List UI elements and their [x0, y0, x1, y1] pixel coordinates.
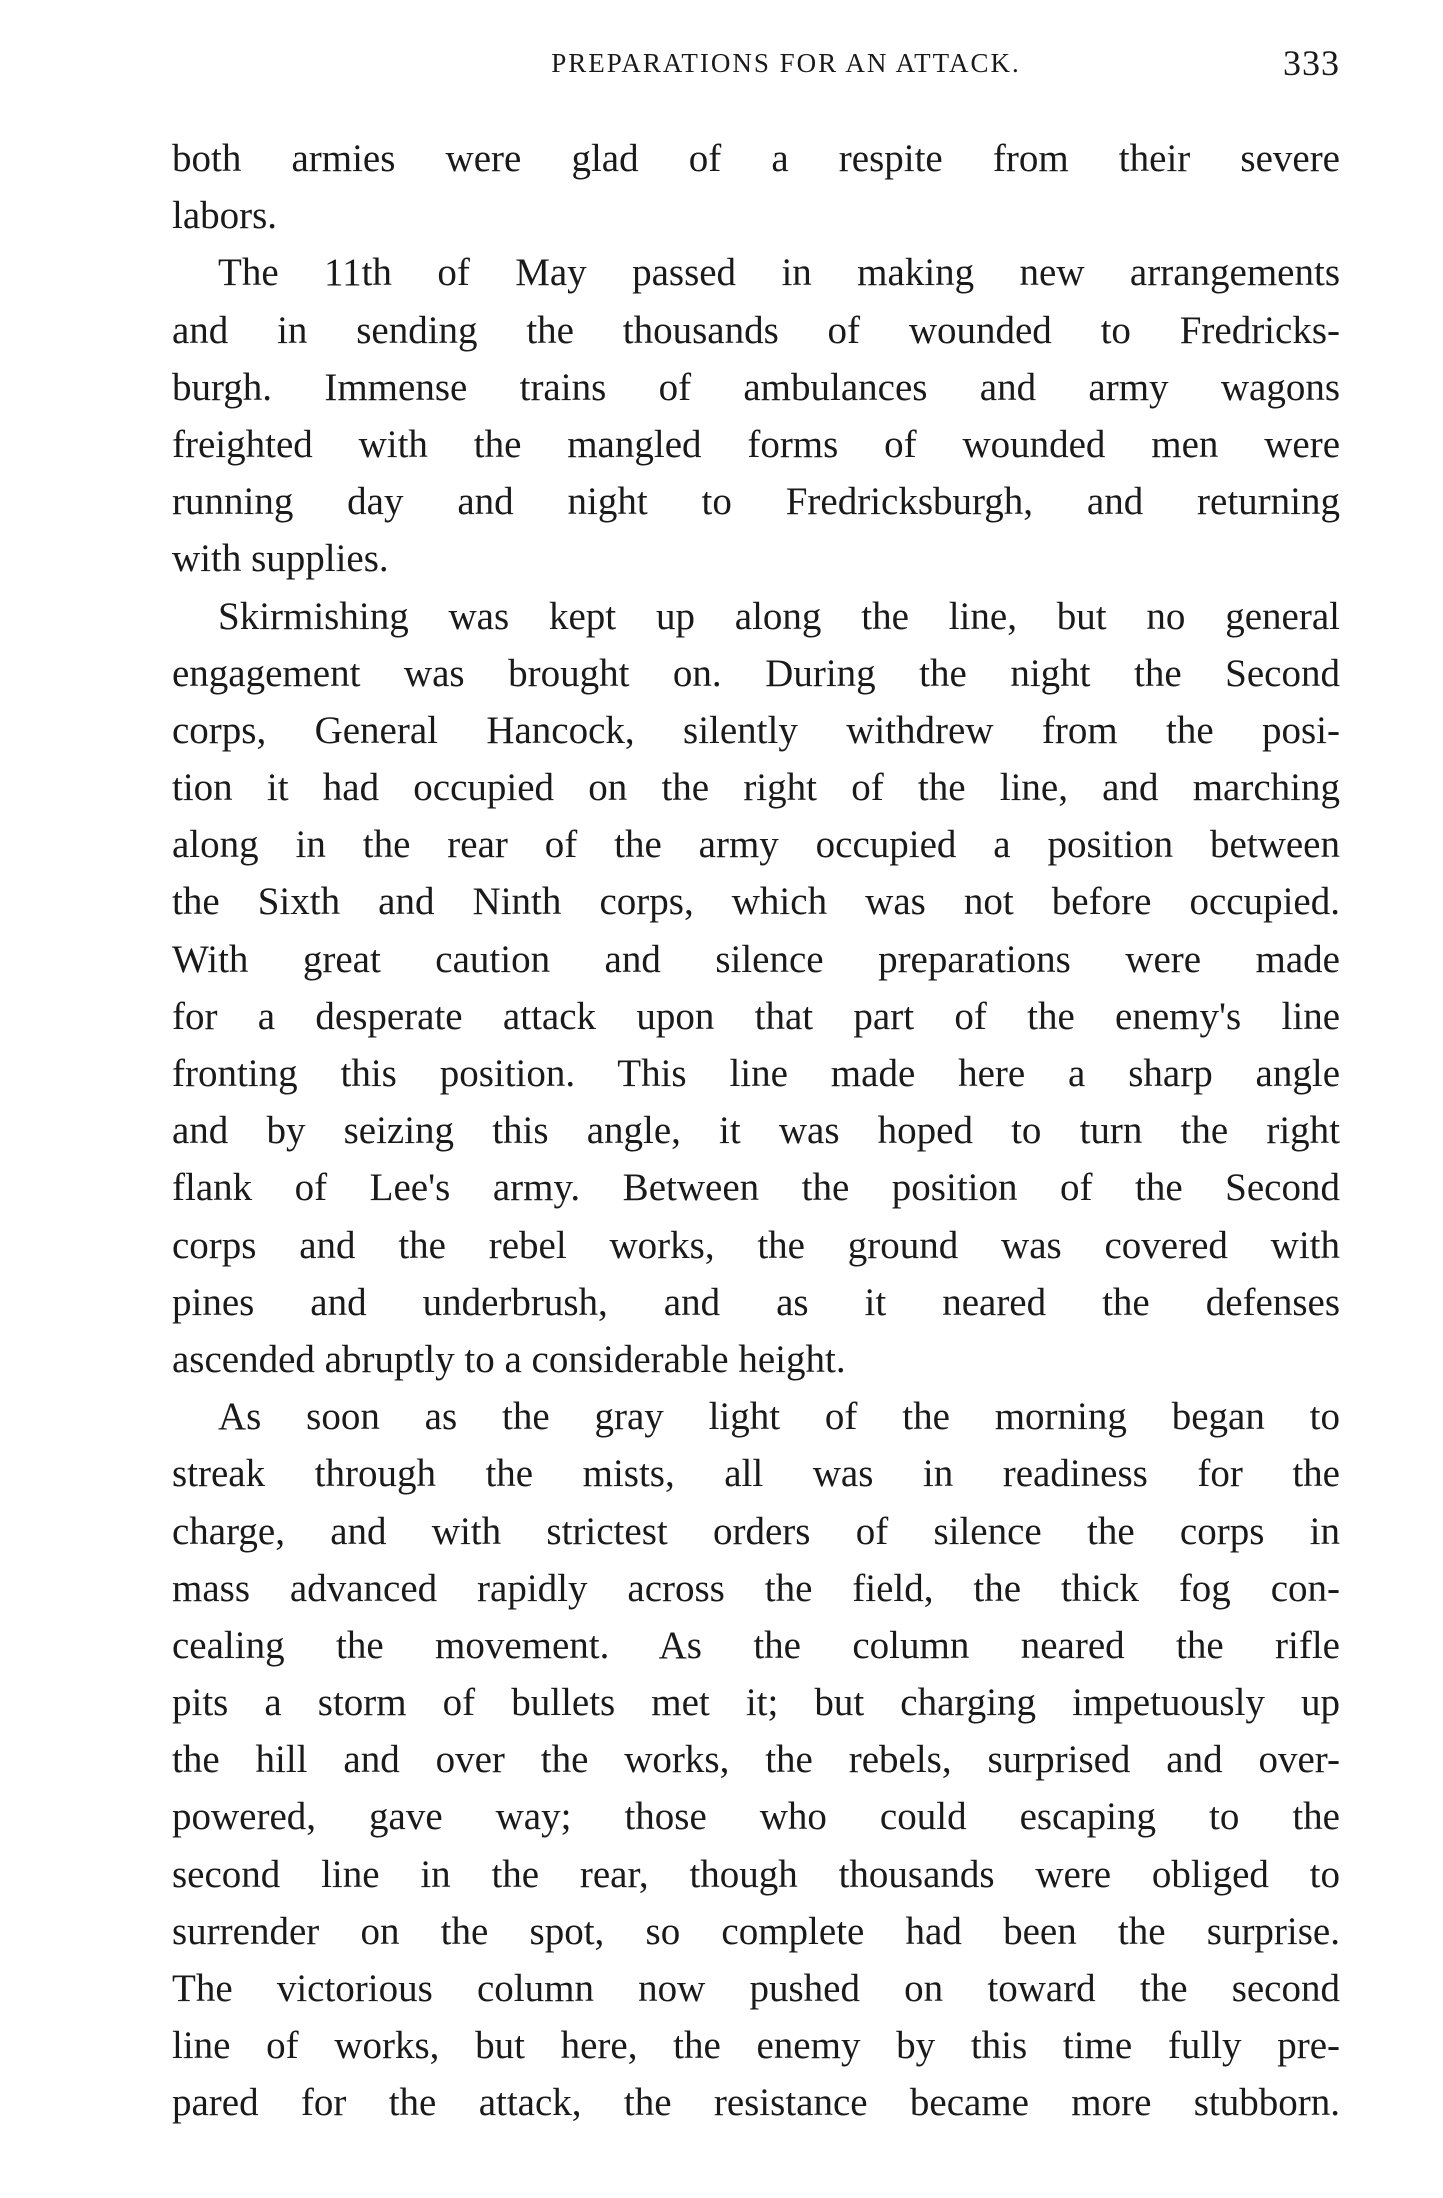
- paragraph: [172, 1388, 1340, 2131]
- text-line: freighted with the mangled forms of wounded men were: [172, 422, 1340, 466]
- text-line: with supplies.: [172, 537, 389, 581]
- text-line: burgh. Immense trains of ambulances and army wagons: [172, 365, 1340, 409]
- text-line: cealing the movement. As the column neared the rifle: [172, 1623, 1340, 1667]
- paragraph: [172, 130, 1340, 244]
- text-line: As soon as the gray light of the morning began to: [218, 1395, 1340, 1439]
- text-line: running day and night to Fredricksburgh, and returning: [172, 480, 1340, 524]
- text-line: flank of Lee's army. Between the position of the Second: [172, 1166, 1340, 1210]
- text-line: mass advanced rapidly across the field, the thick fog con-: [172, 1566, 1340, 1610]
- text-line: The 11th of May passed in making new arrangements: [218, 251, 1340, 295]
- text-line: powered, gave way; those who could escaping to the: [172, 1795, 1340, 1839]
- text-line: streak through the mists, all was in readiness for the: [172, 1452, 1340, 1496]
- text-line: both armies were glad of a respite from their severe: [172, 137, 1340, 180]
- text-line: tion it had occupied on the right of the line, and marching: [172, 766, 1340, 810]
- text-line: labors.: [172, 194, 278, 238]
- text-line: pits a storm of bullets met it; but charging impetuously up: [172, 1681, 1340, 1725]
- text-line: With great caution and silence preparations were made: [172, 937, 1340, 981]
- text-line: corps and the rebel works, the ground was covered with: [172, 1223, 1340, 1267]
- text-line: and in sending the thousands of wounded to Fredricks-: [172, 308, 1340, 352]
- text-line: pines and underbrush, and as it neared the defenses: [172, 1280, 1340, 1324]
- text-line: fronting this position. This line made here a sharp angle: [172, 1052, 1340, 1095]
- text-line: along in the rear of the army occupied a position between: [172, 823, 1340, 867]
- paragraph: [172, 244, 1340, 587]
- text-line: and by seizing this angle, it was hoped to turn the right: [172, 1109, 1340, 1153]
- text-line: charge, and with strictest orders of silence the corps in: [172, 1509, 1340, 1553]
- running-title: PREPARATIONS FOR AN ATTACK.: [551, 48, 1021, 78]
- text-line: Skirmishing was kept up along the line, but no general: [218, 594, 1340, 638]
- page-header: [172, 40, 1340, 88]
- text-line: line of works, but here, the enemy by this time fully pre-: [172, 2024, 1340, 2068]
- paragraph: [172, 588, 1340, 1389]
- text-line: surrender on the spot, so complete had been the surprise.: [172, 1909, 1340, 1953]
- text-line: second line in the rear, though thousands were obliged to: [172, 1852, 1340, 1896]
- text-line: the hill and over the works, the rebels, surprised and over-: [172, 1738, 1340, 1782]
- text-line: pared for the attack, the resistance became more stubborn.: [172, 2081, 1340, 2125]
- text-line: corps, General Hancock, silently withdrew from the posi-: [172, 708, 1340, 752]
- text-line: ascended abruptly to a considerable height.: [172, 1337, 846, 1381]
- text-line: The victorious column now pushed on toward the second: [172, 1967, 1340, 2010]
- text-line: for a desperate attack upon that part of the enemy's line: [172, 994, 1340, 1038]
- body-text: [172, 130, 1340, 2132]
- text-line: the Sixth and Ninth corps, which was not before occupied.: [172, 880, 1340, 924]
- page-number: 333: [1283, 43, 1340, 83]
- text-line: engagement was brought on. During the night the Second: [172, 651, 1340, 695]
